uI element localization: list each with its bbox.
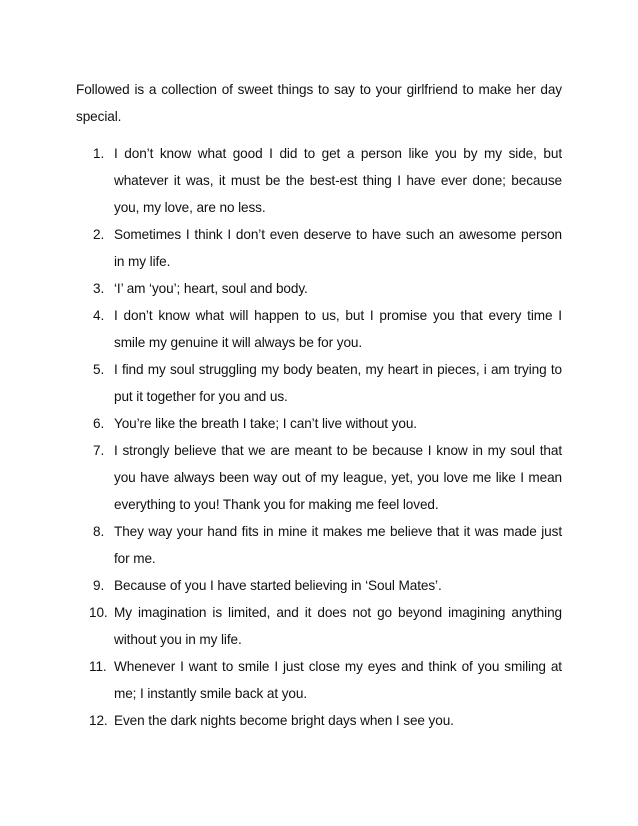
list-item bbox=[76, 221, 562, 275]
list-item bbox=[76, 302, 562, 356]
list-item-text: I strongly believe that we are meant to be because I know in my soul that you have always been way out of my league, yet, you love me like I mean everything to you! Thank you for making me feel loved. bbox=[114, 443, 562, 512]
list-item-number: 10. bbox=[89, 605, 108, 620]
list-item-number: 6. bbox=[93, 416, 105, 431]
list-item bbox=[76, 356, 562, 410]
list-item bbox=[76, 410, 562, 437]
list-item bbox=[76, 572, 562, 599]
list-item-number: 3. bbox=[93, 281, 105, 296]
list-item-number: 7. bbox=[93, 443, 105, 458]
list-item-text: I don’t know what good I did to get a person like you by my side, but whatever it was, it must be the best-est thing I have ever done; because you, my love, are no less. bbox=[114, 146, 562, 215]
list-item bbox=[76, 437, 562, 518]
list-item bbox=[76, 275, 562, 302]
list-item-text: My imagination is limited, and it does not go beyond imagining anything without you in my life. bbox=[114, 605, 562, 647]
list-item-text: Because of you I have started believing in ‘Soul Mates’. bbox=[114, 578, 442, 593]
list-item bbox=[76, 599, 562, 653]
sweet-things-list bbox=[76, 140, 562, 734]
list-item-number: 12. bbox=[89, 713, 108, 728]
list-item-number: 5. bbox=[93, 362, 105, 377]
list-item-number: 11. bbox=[89, 659, 107, 674]
list-item-number: 1. bbox=[93, 146, 105, 161]
list-item-number: 4. bbox=[93, 308, 105, 323]
list-item-text: Sometimes I think I don’t even deserve to have such an awesome person in my life. bbox=[114, 227, 562, 269]
list-item-text: Even the dark nights become bright days when I see you. bbox=[114, 713, 454, 728]
list-item-text: I find my soul struggling my body beaten, my heart in pieces, i am trying to put it together for you and us. bbox=[114, 362, 562, 404]
intro-paragraph: Followed is a collection of sweet things to say to your girlfriend to make her day special. bbox=[76, 82, 562, 124]
list-item-number: 8. bbox=[93, 524, 105, 539]
list-item-text: ‘I’ am ‘you’; heart, soul and body. bbox=[114, 281, 308, 296]
list-item bbox=[76, 707, 562, 734]
list-item-text: I don’t know what will happen to us, but I promise you that every time I smile my genuine it will always be for you. bbox=[114, 308, 562, 350]
list-item bbox=[76, 653, 562, 707]
list-item-text: Whenever I want to smile I just close my eyes and think of you smiling at me; I instantly smile back at you. bbox=[114, 659, 562, 701]
list-item-text: You’re like the breath I take; I can’t live without you. bbox=[114, 416, 417, 431]
list-item bbox=[76, 518, 562, 572]
list-item-number: 9. bbox=[93, 578, 105, 593]
list-item-text: They way your hand fits in mine it makes me believe that it was made just for me. bbox=[114, 524, 562, 566]
list-item bbox=[76, 140, 562, 221]
list-item-number: 2. bbox=[93, 227, 105, 242]
